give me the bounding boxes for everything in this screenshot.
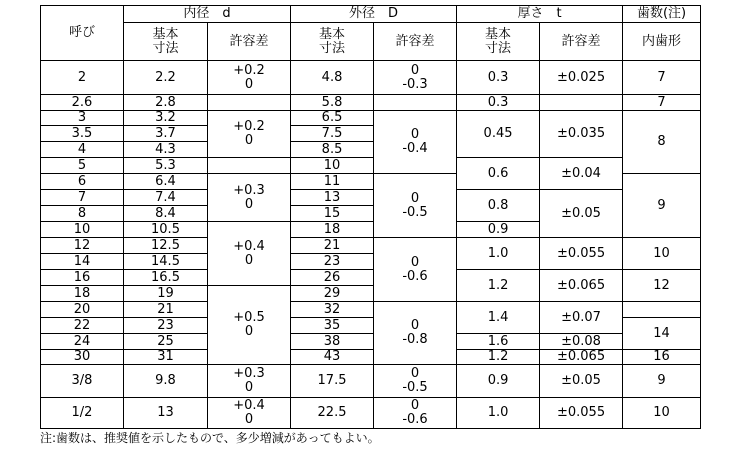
d-cell: 25	[124, 334, 208, 350]
teeth-cell: 9	[623, 365, 701, 398]
d-tol-cell	[208, 95, 291, 111]
t-cell: 1.4	[457, 302, 540, 334]
D-cell: 26	[291, 270, 374, 286]
D-tol-cell: 0 -0.5	[374, 365, 457, 398]
nominal-cell: 3.5	[41, 126, 124, 142]
d-cell: 13	[124, 398, 208, 429]
teeth-cell: 10	[623, 398, 701, 429]
teeth-cell: 10	[623, 238, 701, 270]
spec-table	[40, 5, 701, 429]
D-cell: 32	[291, 302, 374, 318]
d-tol-cell: +0.5 0	[208, 286, 291, 365]
t-tol-cell: ±0.05	[540, 190, 623, 238]
t-tol-cell: ±0.05	[540, 365, 623, 398]
D-cell: 8.5	[291, 142, 374, 158]
header-inner-diameter: 内径 d	[124, 6, 291, 23]
t-tol-cell: ±0.065	[540, 350, 623, 365]
teeth-cell: 8	[623, 111, 701, 174]
nominal-cell: 20	[41, 302, 124, 318]
nominal-cell: 4	[41, 142, 124, 158]
d-cell: 2.2	[124, 61, 208, 95]
D-cell: 43	[291, 350, 374, 365]
d-tol-cell: +0.4 0	[208, 222, 291, 286]
header-internal-teeth: 内歯形	[623, 23, 701, 61]
spec-table-container	[40, 5, 700, 426]
D-cell: 13	[291, 190, 374, 206]
header-teeth: 歯数(注)	[623, 6, 701, 23]
nominal-cell: 2.6	[41, 95, 124, 111]
d-cell: 16.5	[124, 270, 208, 286]
nominal-cell: 3	[41, 111, 124, 126]
d-cell: 23	[124, 318, 208, 334]
D-cell: 22.5	[291, 398, 374, 429]
teeth-cell: 14	[623, 318, 701, 350]
d-tol-cell: +0.3 0	[208, 174, 291, 222]
D-cell: 35	[291, 318, 374, 334]
t-tol-cell: ±0.07	[540, 302, 623, 334]
d-cell: 9.8	[124, 365, 208, 398]
nominal-cell: 3/8	[41, 365, 124, 398]
t-tol-cell: ±0.055	[540, 238, 623, 270]
D-tol-cell: 0 -0.3	[374, 61, 457, 95]
t-cell: 0.9	[457, 365, 540, 398]
t-tol-cell: ±0.08	[540, 334, 623, 350]
nominal-cell: 7	[41, 190, 124, 206]
header-thickness: 厚さ t	[457, 6, 623, 23]
t-tol-cell: ±0.055	[540, 398, 623, 429]
t-tol-cell: ±0.065	[540, 270, 623, 302]
header-d-tolerance: 許容差	[208, 23, 291, 61]
D-cell: 17.5	[291, 365, 374, 398]
d-cell: 31	[124, 350, 208, 365]
nominal-cell: 2	[41, 61, 124, 95]
d-tol-cell: +0.4 0	[208, 398, 291, 429]
d-cell: 5.3	[124, 158, 208, 174]
D-tol-cell: 0 -0.5	[374, 174, 457, 238]
footnote: 注:歯数は、推奨値を示したもので、多少増減があってもよい。	[40, 431, 380, 445]
header-D-tolerance: 許容差	[374, 23, 457, 61]
teeth-cell: 12	[623, 270, 701, 302]
D-tol-cell: 0 -0.6	[374, 238, 457, 302]
t-cell: 0.45	[457, 111, 540, 158]
d-cell: 7.4	[124, 190, 208, 206]
d-cell: 14.5	[124, 254, 208, 270]
nominal-cell: 30	[41, 350, 124, 365]
nominal-cell: 14	[41, 254, 124, 270]
D-cell: 10	[291, 158, 374, 174]
header-outer-diameter: 外径 D	[291, 6, 457, 23]
nominal-cell: 24	[41, 334, 124, 350]
d-cell: 3.7	[124, 126, 208, 142]
t-tol-cell: ±0.035	[540, 111, 623, 158]
d-tol-cell: +0.2 0	[208, 111, 291, 158]
nominal-cell: 12	[41, 238, 124, 254]
t-cell: 1.6	[457, 334, 540, 350]
D-tol-cell: 0 -0.4	[374, 111, 457, 174]
D-cell: 7.5	[291, 126, 374, 142]
d-cell: 8.4	[124, 206, 208, 222]
D-cell: 11	[291, 174, 374, 190]
t-cell: 0.6	[457, 158, 540, 190]
teeth-cell: 7	[623, 95, 701, 111]
t-cell: 0.3	[457, 95, 540, 111]
d-tol-cell: +0.2 0	[208, 61, 291, 95]
d-cell: 3.2	[124, 111, 208, 126]
d-cell: 21	[124, 302, 208, 318]
nominal-cell: 5	[41, 158, 124, 174]
t-cell: 0.8	[457, 190, 540, 222]
D-cell: 29	[291, 286, 374, 302]
D-tol-cell: 0 -0.8	[374, 302, 457, 365]
nominal-cell: 18	[41, 286, 124, 302]
D-tol-cell	[374, 95, 457, 111]
teeth-cell: 16	[623, 350, 701, 365]
D-cell: 6.5	[291, 111, 374, 126]
D-tol-cell: 0 -0.6	[374, 398, 457, 429]
nominal-cell: 16	[41, 270, 124, 286]
header-t-tolerance: 許容差	[540, 23, 623, 61]
teeth-cell	[623, 302, 701, 318]
nominal-cell: 10	[41, 222, 124, 238]
D-cell: 18	[291, 222, 374, 238]
d-cell: 6.4	[124, 174, 208, 190]
D-cell: 21	[291, 238, 374, 254]
nominal-cell: 1/2	[41, 398, 124, 429]
header-D-basic: 基本 寸法	[291, 23, 374, 61]
t-cell: 1.0	[457, 238, 540, 270]
t-tol-cell: ±0.025	[540, 61, 623, 95]
D-cell: 38	[291, 334, 374, 350]
d-tol-cell	[208, 158, 291, 174]
t-cell: 0.3	[457, 61, 540, 95]
t-cell: 1.0	[457, 398, 540, 429]
teeth-cell: 9	[623, 174, 701, 238]
D-cell: 15	[291, 206, 374, 222]
nominal-cell: 22	[41, 318, 124, 334]
d-cell: 12.5	[124, 238, 208, 254]
header-d-basic: 基本 寸法	[124, 23, 208, 61]
header-nominal: 呼び	[41, 6, 124, 61]
d-cell: 4.3	[124, 142, 208, 158]
D-cell: 23	[291, 254, 374, 270]
t-cell: 1.2	[457, 270, 540, 302]
teeth-cell: 7	[623, 61, 701, 95]
t-cell: 1.2	[457, 350, 540, 365]
D-cell: 5.8	[291, 95, 374, 111]
D-cell: 4.8	[291, 61, 374, 95]
d-cell: 10.5	[124, 222, 208, 238]
t-cell: 0.9	[457, 222, 540, 238]
t-tol-cell	[540, 95, 623, 111]
t-tol-cell: ±0.04	[540, 158, 623, 190]
nominal-cell: 8	[41, 206, 124, 222]
d-cell: 2.8	[124, 95, 208, 111]
header-t-basic: 基本 寸法	[457, 23, 540, 61]
d-cell: 19	[124, 286, 208, 302]
nominal-cell: 6	[41, 174, 124, 190]
d-tol-cell: +0.3 0	[208, 365, 291, 398]
